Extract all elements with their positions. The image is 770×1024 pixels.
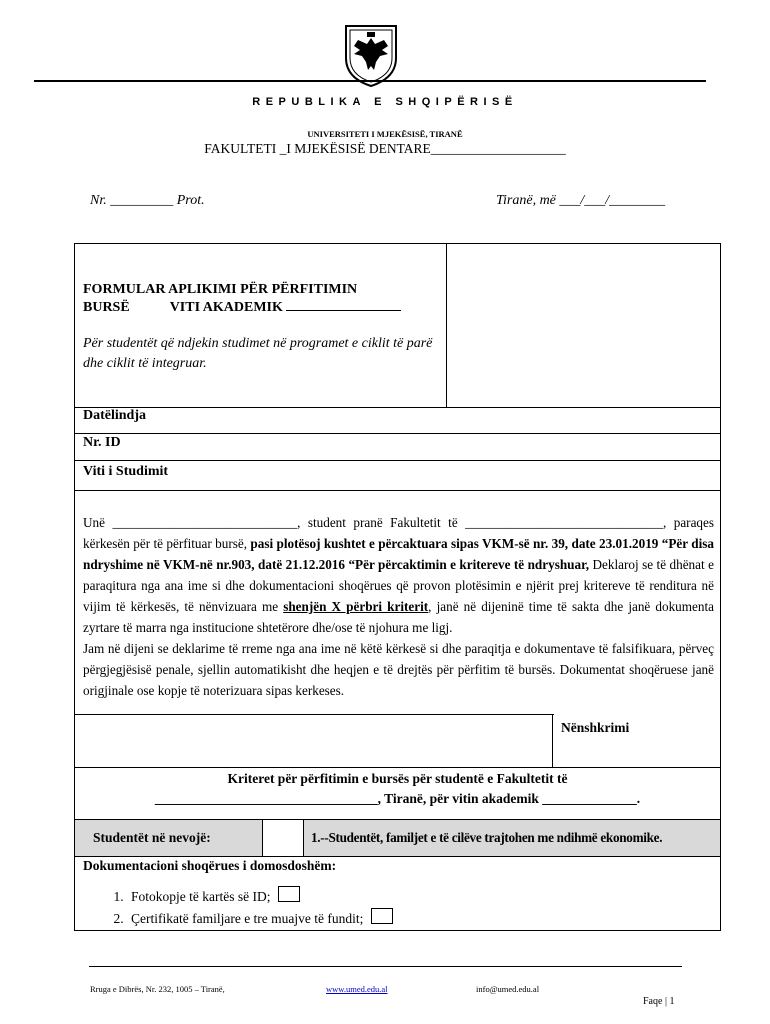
form-subtitle: Për studentët që ndjekin studimet në programet e ciklit të parë dhe ciklit të integruar. <box>83 336 433 371</box>
criteria-heading: Kriteret për përfitimin e bursës për studentë e Fakultetit të _________________________________, Tiranë, për vitin akademik ______________. <box>154 771 641 806</box>
country-name: REPUBLIKA E SHQIPËRISË <box>252 96 518 108</box>
cell-divider <box>262 819 263 856</box>
row-divider <box>75 460 720 461</box>
photo-cell-divider <box>446 244 447 407</box>
row-divider <box>75 407 720 408</box>
cell-divider <box>303 819 304 856</box>
list-item: 2. Çertifikatë familjare e tre muajve të fundit; <box>127 908 393 930</box>
row-divider <box>75 714 554 715</box>
place-date: Tiranë, më ___/___/________ <box>496 193 666 208</box>
list-item: 1. Fotokopje të kartës së ID; <box>127 886 393 908</box>
university-name: UNIVERSITETI I MJEKËSISË, TIRANË <box>307 129 463 139</box>
row-divider <box>75 433 720 434</box>
footer-email: info@umed.edu.al <box>476 984 540 994</box>
faculty-name: FAKULTETI _I MJEKËSISË DENTARE____________________ <box>204 141 566 156</box>
website-link[interactable]: www.umed.edu.al <box>326 984 388 994</box>
docs-heading: Dokumentacioni shoqërues i domosdoshëm: <box>83 858 337 873</box>
row-divider <box>75 490 720 491</box>
form-title: FORMULAR APLIKIMI PËR PËRFITIMIN BURSË VITI AKADEMIK <box>83 281 401 317</box>
category-label: Studentët në nevojë: <box>93 830 211 845</box>
page-number: Faqe | 1 <box>643 996 675 1007</box>
albania-emblem-icon <box>340 22 402 88</box>
application-form <box>74 243 721 931</box>
checkbox[interactable] <box>278 886 300 902</box>
field-birthdate[interactable]: Datëlindja <box>83 408 146 423</box>
row-divider <box>75 767 720 768</box>
declaration-text: Unë ____________________________, student pranë Fakultetit të ______________________________, paraqes kërkesën për të përfituar bursë, pasi plotësoj kushtet e përcaktuara sipas VKM-së nr. 39, date 23.01.2019 “Për disa ndryshime në VKM-në nr.903, datë 21.12.2016 “Për përcaktimin e kritereve të ndryshuar, Deklaroj se të dhënat e paraqitura nga ana ime si dhe dokumentacioni shoqërues që provon plotësimin e njërit prej kritereve të renditura në vijim të kërkesës, të nënvizuara me shenjën X përbri kriterit, janë në dijeninë time të sakta dhe janë dokumenta zyrtare të marra nga institucione shtetërore dhe/ose të njohura me ligj. Jam në dijeni se deklarime të rreme nga ana ime në këtë kërkesë si dhe paraqitja e dokumentave të falsifikuara, përveç përgjegjësisë penale, sjellin automatikisht dhe heqjen e të drejtës për përfitim të bursës. Dokumentat shoqëruese janë origjinale ose kopje të noterizuara sipas kerkeses. <box>83 515 714 698</box>
field-id-number[interactable]: Nr. ID <box>83 435 121 450</box>
signature-divider <box>552 714 553 767</box>
protocol-number: Nr. _________ Prot. <box>90 193 205 208</box>
checkbox[interactable] <box>371 908 393 924</box>
signature-label: Nënshkrimi <box>561 720 630 735</box>
row-divider <box>75 856 720 857</box>
docs-list <box>83 886 393 930</box>
category-value: 1.--Studentët, familjet e të cilëve trajtohen me ndihmë ekonomike. <box>311 830 663 845</box>
footer-website[interactable] <box>326 984 388 994</box>
field-study-year[interactable]: Viti i Studimit <box>83 464 169 479</box>
footer-address: Rruga e Dibrës, Nr. 232, 1005 – Tiranë, <box>90 984 225 994</box>
footer-rule <box>89 966 682 967</box>
header-rule <box>34 80 706 82</box>
